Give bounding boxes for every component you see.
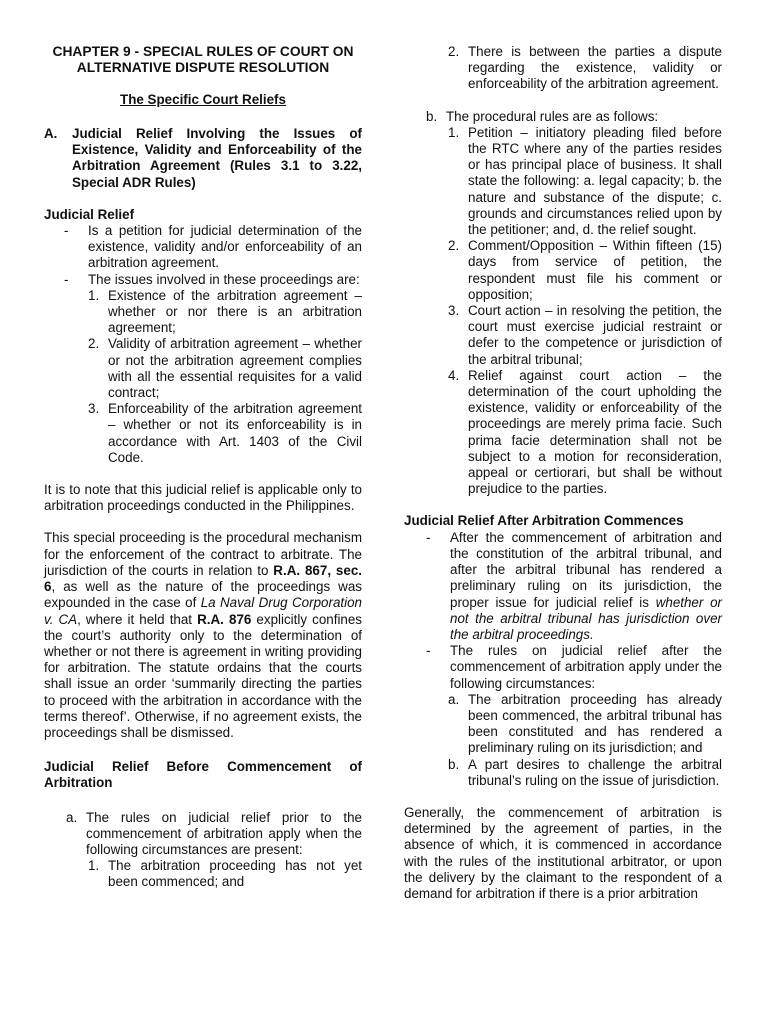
circumstance-marker: 2. [448,44,460,59]
chapter-title-line2: ALTERNATIVE DISPUTE RESOLUTION [76,60,330,76]
rule-text: Comment/Opposition – Within fifteen (15) days from service of petition, the respondent must file his comment or opposition; [468,238,722,302]
list-item [404,692,722,757]
list-marker: a. [66,809,78,825]
right-column [404,44,722,902]
bullet-dash: - [64,271,69,287]
list-text: The arbitration proceeding has already been commenced, the arbitral tribunal has been constituted and has rendered a preliminary ruling on its jurisdiction; and [468,691,722,756]
rule-marker: 1. [448,124,460,140]
section-a-text: Judicial Relief Involving the Issues of Existence, Validity and Enforceability of the Arbitration Agreement (Rules 3.1 to 3.22, Special ADR Rules) [72,126,362,190]
list-item [44,810,362,859]
section-a-heading [44,126,362,191]
list-marker: a. [448,691,460,707]
bullet-item [404,530,722,643]
issue-marker: 1. [88,287,100,303]
list-text: The procedural rules are as follows: [446,108,659,124]
list-text: The rules on judicial relief prior to the commencement of arbitration apply when the following circumstances are present: [86,809,362,857]
note-paragraph: It is to note that this judicial relief is applicable only to arbitration proceedings conducted in the Philippines. [44,482,362,514]
bullet-item [404,643,722,692]
judicial-relief-heading: Judicial Relief [44,206,135,222]
bullet-text: The rules on judicial relief after the commencement of arbitration apply under the following circumstances: [450,643,722,691]
list-marker: b. [448,756,460,772]
left-column [44,44,362,891]
after-commencement-heading: Judicial Relief After Arbitration Commences [404,513,684,529]
rule-marker: 3. [448,303,460,319]
rule-item [404,238,722,303]
bullet-dash: - [64,223,69,239]
issue-text: Validity of arbitration agreement – whether or not the arbitration agreement complies with all the essential requisites for a valid contract; [108,336,362,401]
rule-marker: 4. [448,367,460,383]
para-text: explicitly confines the court’s authority only to the determination of whether or not there is agreement in writing providing for arbitration. The statute ordains that the courts shall issue an order ‘summarily directing the parties to proceed with the arbitration in accordance with the terms thereof’. Otherwise, if no agreement exists, the proceedings shall be dismissed. [44,611,363,740]
rule-item [404,303,722,368]
circumstance-item [44,858,362,890]
bullet-dash: - [426,643,431,659]
statute-ref: R.A. 867, sec. 6 [44,562,362,595]
statute-ref: R.A. 876 [197,611,252,627]
commencement-paragraph: Generally, the commencement of arbitration is determined by the agreement of parties, in the absence of which, it is commenced in accordance with the rules of the institutional arbitrator, or upon the delivery by the claimant to the respondent of a demand for arbitration if there is a prior arbitration [404,804,722,901]
circumstance-marker: 1. [88,858,100,874]
rule-text: Petition – initiatory pleading filed before the RTC where any of the parties resides or has principal place of business. It shall state the following: a. legal capacity; b. the nature and substance of the dispute; c. grounds and circumstances relied upon by the petitioner; and, d. the relief sought. [468,124,722,238]
bullet-text: Is a petition for judicial determination of the existence, validity and/or enforceability of an arbitration agreement. [88,223,362,271]
issue-item [44,288,362,337]
list-item [404,109,722,125]
issue-text: Existence of the arbitration agreement – whether or nor there is an arbitration agreement; [108,287,362,336]
bullet-item [44,272,362,288]
bullet-text: The issues involved in these proceedings are: [88,271,360,287]
section-subtitle: The Specific Court Reliefs [120,91,286,107]
before-commencement-heading: Judicial Relief Before Commencement of Arbitration [44,759,362,791]
mechanism-paragraph [44,530,362,741]
section-a-marker: A. [44,126,58,142]
circumstance-text: The arbitration proceeding has not yet been commenced; and [108,858,362,890]
para-text: This special proceeding is the procedural mechanism for the enforcement of the contract to arbitrate. The jurisdiction of the courts in relation to [44,530,362,578]
list-text: A part desires to challenge the arbitral tribunal’s ruling on the issue of jurisdiction. [468,756,722,788]
issue-item [44,336,362,401]
circumstance-item [404,44,722,93]
rule-item [404,368,722,498]
para-text: , as well as the nature of the proceedings was expounded in the case of [44,579,362,611]
bullet-dash: - [426,529,431,545]
chapter-title-line1: CHAPTER 9 - SPECIAL RULES OF COURT ON [52,44,354,59]
issue-text: Enforceability of the arbitration agreement – whether or not its enforceability is in accordance with Art. 1403 of the Civil Code. [108,401,362,465]
bullet-item [44,223,362,272]
rule-text: Court action – in resolving the petition, the court must exercise judicial restraint or defer to the competence or jurisdiction of the arbitral tribunal; [468,303,722,367]
issue-marker: 3. [88,401,100,417]
list-marker: b. [426,108,438,124]
bullet-text-plain: After the commencement of arbitration and the constitution of the arbitral tribunal, and after the arbitral tribunal has rendered a preliminary ruling on its jurisdiction, the proper issue for judicial relief is [450,529,722,610]
list-item [404,757,722,789]
rule-item [404,125,722,238]
chapter-title [44,44,362,77]
para-text: , where it held that [77,611,198,627]
rule-marker: 2. [448,238,460,254]
bullet-text-italic: whether or not the arbitral tribunal has jurisdiction over the arbitral proceedings. [450,594,722,642]
issue-marker: 2. [88,336,100,352]
issue-item [44,401,362,466]
case-name: La Naval Drug Corporation v. CA [44,595,362,627]
rule-text: Relief against court action – the determination of the court upholding the existence, validity or enforceability of the proceedings are merely prima facie. Such prima facie determination shall not be subject to a motion for reconsideration, appeal or certiorari, but shall be without prejudice to the parties. [468,367,722,497]
circumstance-text: There is between the parties a dispute regarding the existence, validity or enforceability of the arbitration agreement. [468,44,722,92]
bullet-text [450,530,722,643]
